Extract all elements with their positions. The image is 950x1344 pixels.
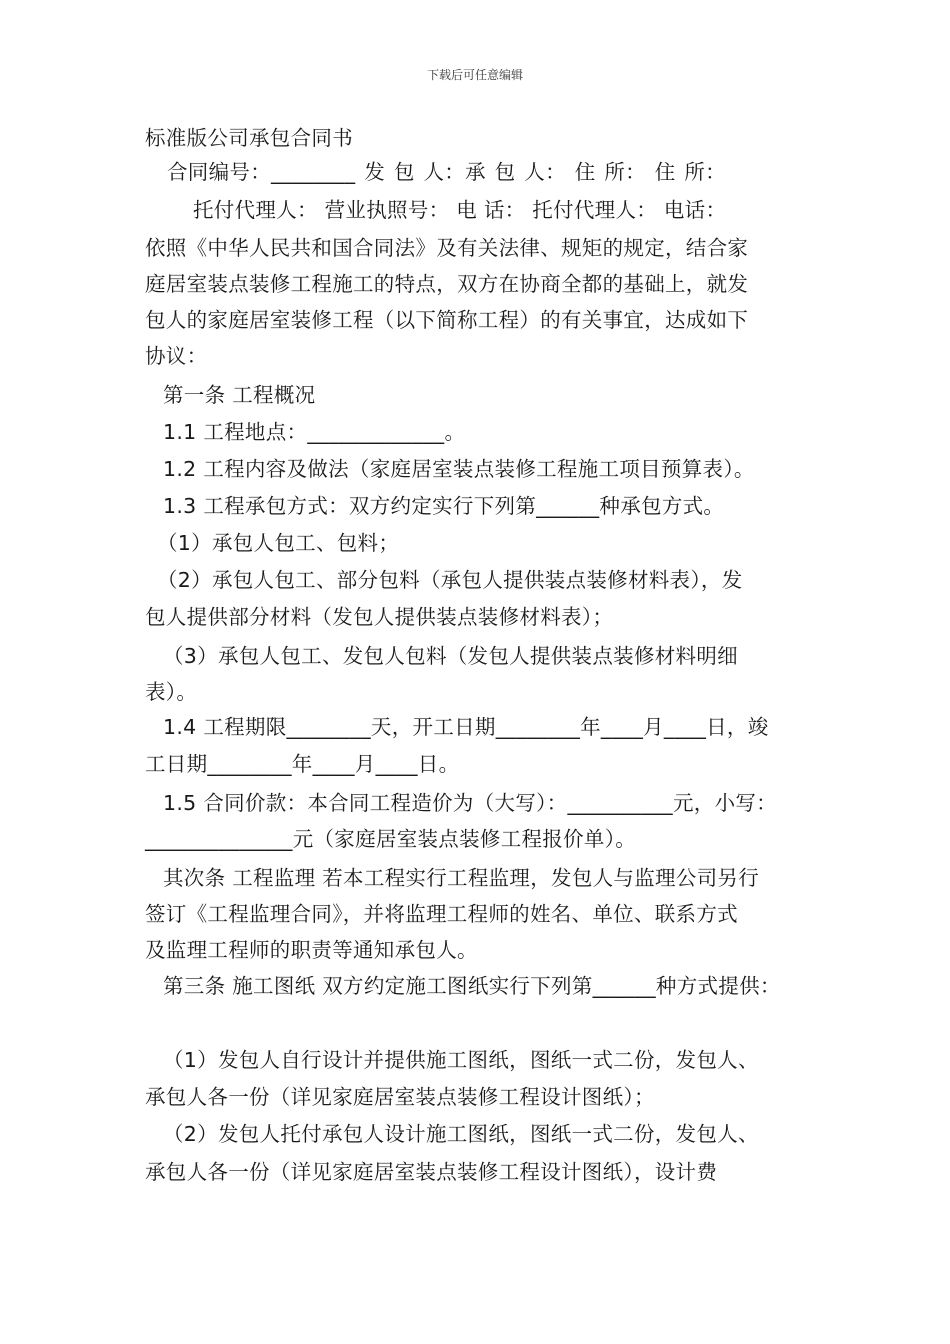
paragraph-line: 依照《中华人民共和国合同法》及有关法律、规矩的规定，结合家	[145, 236, 749, 260]
paragraph-line: 其次条 工程监理 若本工程实行工程监理，发包人与监理公司另行	[163, 866, 760, 890]
paragraph-line: 及监理工程师的职责等通知承包人。	[145, 938, 478, 962]
contract-title: 标准版公司承包合同书	[145, 126, 353, 150]
clause-line: 承包人各一份（详见家庭居室装点装修工程设计图纸），设计费	[145, 1160, 718, 1184]
clause-line: （2）发包人托付承包人设计施工图纸，图纸一式二份，发包人、	[163, 1122, 759, 1146]
clause-line: 1.5 合同价款：本合同工程造价为（大写）：__________元，小写：	[163, 791, 777, 815]
paragraph-line: 庭居室装点装修工程施工的特点，双方在协商全都的基础上，就发	[145, 272, 749, 296]
paragraph-line: 包人的家庭居室装修工程（以下简称工程）的有关事宜，达成如下	[145, 308, 749, 332]
clause-line: 工日期________年____月____日。	[145, 752, 460, 776]
paragraph-line: 协议：	[145, 344, 208, 368]
clause-line: 表）。	[145, 680, 198, 704]
clause-line: （1）承包人包工、包料；	[157, 531, 400, 555]
contract-info-line: 合同编号：________ 发 包 人：承 包 人： 住 所： 住 所：	[167, 160, 726, 184]
section-heading: 第一条 工程概况	[163, 383, 316, 407]
clause-line: 1.1 工程地点：_____________。	[163, 420, 466, 444]
clause-line: ______________元（家庭居室装点装修工程报价单）。	[145, 827, 637, 851]
clause-line: （3）承包人包工、发包人包料（发包人提供装点装修材料明细	[163, 644, 738, 668]
clause-line: （1）发包人自行设计并提供施工图纸，图纸一式二份，发包人、	[163, 1048, 759, 1072]
clause-line: 1.4 工程期限________天，开工日期________年____月____日，竣	[163, 715, 769, 739]
clause-line: 包人提供部分材料（发包人提供装点装修材料表）；	[145, 605, 614, 629]
page-header-note: 下载后可任意编辑	[426, 68, 523, 82]
contract-info-line: 托付代理人： 营业执照号： 电 话： 托付代理人： 电话：	[193, 198, 727, 222]
paragraph-line: 签订《工程监理合同》，并将监理工程师的姓名、单位、联系方式	[145, 902, 738, 926]
clause-line: 1.2 工程内容及做法（家庭居室装点装修工程施工项目预算表）。	[163, 457, 755, 481]
paragraph-line: 第三条 施工图纸 双方约定施工图纸实行下列第______种方式提供：	[163, 974, 781, 998]
clause-line: （2）承包人包工、部分包料（承包人提供装点装修材料表），发	[157, 568, 743, 592]
clause-line: 承包人各一份（详见家庭居室装点装修工程设计图纸）；	[145, 1085, 655, 1109]
clause-line: 1.3 工程承包方式：双方约定实行下列第______种承包方式。	[163, 494, 725, 518]
